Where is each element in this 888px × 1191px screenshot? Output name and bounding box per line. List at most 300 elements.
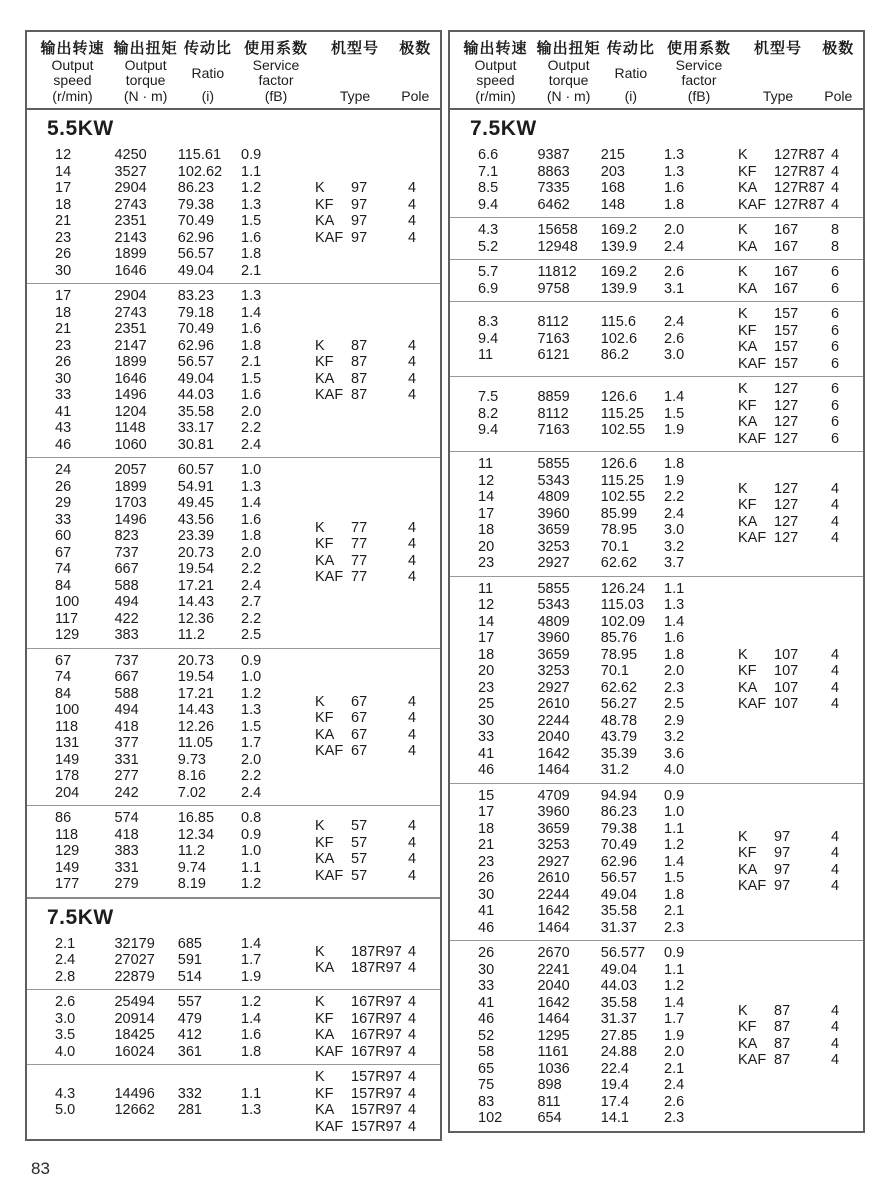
type-row — [712, 514, 863, 531]
header-en-line: factor — [258, 72, 294, 88]
type-row — [289, 1044, 440, 1061]
header-en-line: Service — [252, 57, 300, 73]
pole-value: 4 — [408, 1027, 417, 1043]
ratio-value: 102.6 — [600, 330, 638, 347]
ratio-value: 24.88 — [600, 1044, 638, 1060]
ratio-value: 169.2 — [600, 264, 638, 280]
spec-row — [27, 594, 289, 611]
type-prefix: KA — [315, 960, 335, 977]
type-model: 87 — [351, 370, 368, 387]
pole-value: 6 — [831, 381, 840, 397]
speed-value: 8.5 — [478, 180, 499, 196]
pole-value: 6 — [831, 339, 840, 355]
ratio-value: 79.38 — [600, 820, 638, 837]
type-list — [712, 306, 863, 372]
speed-value: 118 — [55, 718, 79, 735]
speed-value: 60 — [55, 528, 72, 544]
header-col-pole — [818, 37, 859, 104]
spec-row — [27, 843, 289, 860]
pole-value: 4 — [408, 354, 417, 370]
torque-value: 7163 — [537, 330, 570, 347]
type-row — [712, 1052, 863, 1069]
spec-row — [27, 495, 289, 512]
type-prefix: KAF — [315, 867, 344, 884]
type-row — [712, 663, 863, 680]
pole-value: 4 — [408, 851, 417, 868]
ratio-value: 70.1 — [600, 538, 629, 555]
ratio-value: 49.04 — [600, 961, 638, 978]
header-label-zh: 传动比 — [183, 40, 232, 57]
header-label-zh: 输出扭矩 — [536, 40, 601, 57]
spec-row — [450, 729, 712, 746]
type-model: 97 — [774, 845, 791, 862]
spec-table-header — [27, 32, 440, 110]
speed-value: 118 — [55, 826, 79, 843]
type-model: 167R97 — [351, 1027, 402, 1043]
pole-value: 4 — [408, 552, 417, 569]
service-factor-value: 2.4 — [664, 314, 685, 331]
ratio-value: 9.74 — [177, 859, 206, 876]
spec-rows — [450, 222, 712, 255]
pole-value: 4 — [831, 878, 840, 895]
speed-value: 84 — [55, 577, 72, 594]
ratio-value: 85.76 — [600, 630, 638, 646]
type-prefix: KA — [738, 513, 758, 530]
speed-value: 67 — [55, 652, 72, 669]
type-prefix: KF — [738, 497, 757, 514]
type-model: 57 — [351, 867, 368, 884]
speed-value: 17 — [478, 505, 495, 522]
ratio-value: 86.2 — [600, 347, 629, 364]
type-prefix: KA — [315, 1102, 335, 1118]
type-model: 167 — [774, 280, 799, 297]
spec-row — [450, 522, 712, 539]
service-factor-value: 2.9 — [664, 712, 685, 729]
type-row — [289, 387, 440, 404]
ratio-value: 19.4 — [600, 1077, 629, 1093]
speed-value: 18 — [478, 820, 495, 837]
ratio-value: 479 — [177, 1010, 202, 1027]
type-list — [289, 1069, 440, 1135]
torque-value: 5855 — [537, 456, 570, 472]
header-label-unit: Pole — [401, 88, 430, 104]
ratio-value: 62.62 — [600, 679, 638, 696]
type-prefix: KA — [738, 1035, 758, 1052]
pole-value: 4 — [408, 1118, 417, 1135]
section-title: 7.5KW — [47, 905, 114, 929]
torque-value: 16024 — [114, 1043, 155, 1060]
service-factor-value: 1.4 — [241, 495, 262, 511]
service-factor-value: 2.1 — [241, 354, 262, 370]
torque-value: 4250 — [114, 147, 147, 163]
speed-value: 149 — [55, 751, 80, 768]
service-factor-value: 1.1 — [241, 859, 262, 876]
speed-value: 4.0 — [55, 1043, 76, 1060]
service-factor-value: 1.8 — [664, 196, 685, 213]
spec-row — [450, 630, 712, 647]
spec-row — [450, 1044, 712, 1061]
spec-row — [450, 506, 712, 523]
ratio-value: 70.49 — [177, 321, 215, 337]
spec-row — [27, 686, 289, 703]
service-factor-value: 4.0 — [664, 762, 685, 778]
ratio-value: 62.96 — [177, 229, 215, 246]
header-label-en — [614, 66, 647, 81]
spec-row — [27, 752, 289, 769]
speed-value: 6.9 — [478, 280, 499, 297]
type-row — [289, 851, 440, 868]
service-factor-value: 1.4 — [241, 304, 262, 321]
torque-value: 277 — [114, 768, 139, 784]
pole-value: 4 — [408, 519, 417, 536]
type-model: 127R87 — [774, 180, 825, 196]
header-label-unit: Type — [339, 88, 371, 104]
ratio-value: 56.57 — [177, 354, 215, 370]
service-factor-value: 1.8 — [241, 246, 262, 262]
ratio-value: 78.95 — [600, 646, 638, 663]
pole-value: 4 — [408, 743, 417, 760]
spec-rows — [27, 810, 289, 893]
type-row — [712, 431, 863, 448]
type-prefix: KF — [315, 1010, 334, 1027]
header-label-en — [191, 66, 224, 81]
service-factor-value: 1.4 — [241, 935, 262, 952]
type-model: 97 — [351, 196, 368, 213]
pole-value: 4 — [408, 834, 417, 851]
torque-value: 2743 — [114, 196, 147, 213]
torque-value: 737 — [114, 652, 139, 669]
type-list — [712, 1003, 863, 1069]
service-factor-value: 1.7 — [664, 1011, 685, 1027]
type-row — [712, 530, 863, 547]
pole-value: 4 — [408, 1069, 417, 1085]
service-factor-value: 2.5 — [664, 696, 685, 712]
header-en-line: Output — [547, 57, 590, 73]
type-row — [289, 868, 440, 885]
header-label-zh: 极数 — [822, 40, 855, 57]
service-factor-value: 1.2 — [664, 837, 685, 853]
service-factor-value: 2.2 — [241, 561, 262, 577]
spec-rows — [27, 653, 289, 802]
speed-value: 8.3 — [478, 314, 499, 331]
spec-rows — [27, 1086, 289, 1119]
service-factor-value: 1.7 — [241, 735, 262, 751]
type-row — [712, 497, 863, 514]
ratio-value: 8.19 — [177, 876, 206, 892]
service-factor-value: 3.7 — [664, 555, 685, 571]
ratio-value: 17.21 — [177, 577, 215, 594]
type-prefix: K — [738, 306, 748, 322]
torque-value: 2927 — [537, 853, 570, 870]
torque-value: 8863 — [537, 163, 570, 180]
type-prefix: KA — [738, 679, 758, 696]
type-prefix: KAF — [738, 1052, 767, 1069]
spec-row — [27, 561, 289, 578]
section-title: 5.5KW — [47, 117, 114, 140]
torque-value: 1464 — [537, 1011, 570, 1027]
speed-value: 84 — [55, 685, 72, 702]
type-model: 77 — [351, 519, 368, 536]
pole-value: 4 — [408, 867, 417, 884]
spec-row — [450, 647, 712, 664]
spec-row — [450, 456, 712, 473]
pole-value: 6 — [831, 430, 840, 447]
header-label-unit: (i) — [201, 88, 215, 104]
service-factor-value: 1.3 — [664, 147, 685, 163]
service-factor-value: 2.3 — [664, 1110, 685, 1126]
service-factor-value: 1.8 — [241, 337, 262, 354]
spec-row — [27, 180, 289, 197]
ratio-value: 56.57 — [600, 870, 638, 886]
ratio-value: 62.96 — [177, 337, 215, 354]
ratio-value: 102.55 — [600, 422, 646, 439]
section-title: 7.5KW — [470, 117, 537, 140]
spec-block — [27, 143, 440, 283]
type-row — [712, 680, 863, 697]
type-prefix: KF — [738, 845, 757, 862]
pole-value: 4 — [408, 1102, 417, 1118]
service-factor-value: 0.9 — [241, 147, 262, 163]
torque-value: 1464 — [537, 762, 570, 778]
speed-value: 23 — [55, 337, 72, 354]
ratio-value: 139.9 — [600, 238, 638, 255]
spec-row — [450, 920, 712, 937]
ratio-value: 83.23 — [177, 288, 215, 304]
type-prefix: KA — [315, 552, 335, 569]
ratio-value: 115.25 — [600, 472, 645, 489]
pole-value: 4 — [408, 994, 417, 1010]
speed-value: 18 — [55, 304, 72, 321]
spec-row — [450, 696, 712, 713]
type-row — [289, 694, 440, 711]
spec-row — [450, 788, 712, 805]
speed-value: 177 — [55, 876, 80, 892]
header-col-speed — [33, 37, 112, 104]
type-prefix: KF — [315, 536, 334, 553]
pole-value: 4 — [408, 196, 417, 213]
torque-value: 3253 — [537, 538, 570, 555]
type-prefix: KF — [315, 1085, 334, 1102]
torque-value: 14496 — [114, 1085, 155, 1102]
type-prefix: KAF — [738, 878, 767, 895]
header-label-zh: 使用系数 — [243, 40, 308, 57]
spec-block — [27, 989, 440, 1064]
ratio-value: 115.03 — [600, 597, 645, 613]
ratio-value: 102.55 — [600, 489, 646, 505]
ratio-value: 49.04 — [177, 370, 215, 387]
ratio-value: 168 — [600, 180, 625, 196]
spec-rows — [450, 147, 712, 213]
type-prefix: KF — [738, 1019, 757, 1036]
spec-row — [450, 597, 712, 614]
type-model: 67 — [351, 743, 368, 760]
torque-value: 2904 — [114, 288, 147, 304]
type-row — [289, 1069, 440, 1086]
type-model: 97 — [351, 180, 368, 196]
service-factor-value: 3.2 — [664, 538, 685, 555]
spec-row — [450, 331, 712, 348]
type-model: 167R97 — [351, 994, 402, 1010]
torque-value: 3659 — [537, 646, 570, 663]
service-factor-value: 2.1 — [241, 262, 262, 279]
type-prefix: KAF — [738, 430, 767, 447]
speed-value: 131 — [55, 735, 80, 751]
type-prefix: K — [738, 381, 748, 397]
type-model: 187R97 — [351, 960, 402, 977]
type-model: 87 — [774, 1019, 791, 1036]
header-label-unit: Pole — [824, 88, 853, 104]
type-row — [289, 180, 440, 197]
speed-value: 46 — [478, 762, 495, 778]
type-row — [712, 414, 863, 431]
service-factor-value: 1.3 — [241, 478, 262, 495]
type-model: 57 — [351, 851, 368, 868]
header-label-zh: 输出转速 — [463, 40, 528, 57]
service-factor-value: 1.1 — [241, 1085, 262, 1102]
type-prefix: K — [315, 180, 325, 196]
type-row — [289, 536, 440, 553]
torque-value: 22879 — [114, 968, 155, 985]
type-prefix: KA — [315, 1027, 335, 1043]
type-row — [712, 1019, 863, 1036]
torque-value: 3960 — [537, 630, 570, 646]
spec-row — [27, 147, 289, 164]
service-factor-value: 2.3 — [664, 679, 685, 696]
service-factor-value: 1.6 — [241, 387, 262, 403]
header-col-type — [739, 37, 818, 104]
ratio-value: 23.39 — [177, 528, 215, 544]
type-prefix: K — [738, 646, 748, 663]
spec-row — [450, 903, 712, 920]
type-prefix: KAF — [315, 387, 344, 403]
spec-row — [450, 1110, 712, 1127]
torque-value: 898 — [537, 1077, 562, 1093]
type-row — [289, 944, 440, 961]
speed-value: 5.2 — [478, 238, 499, 255]
type-model: 67 — [351, 710, 368, 727]
spec-row — [450, 854, 712, 871]
service-factor-value: 3.6 — [664, 745, 685, 762]
service-factor-value: 1.4 — [664, 613, 685, 630]
type-prefix: KF — [738, 397, 757, 414]
speed-value: 2.1 — [55, 935, 76, 952]
ratio-value: 62.96 — [600, 853, 638, 870]
spec-block — [450, 143, 863, 217]
service-factor-value: 1.3 — [241, 1102, 262, 1118]
service-factor-value: 1.2 — [241, 994, 262, 1010]
ratio-value: 49.04 — [600, 886, 638, 903]
speed-value: 74 — [55, 561, 72, 577]
service-factor-value: 2.0 — [241, 403, 262, 420]
service-factor-value: 1.5 — [241, 370, 262, 387]
type-prefix: K — [315, 1069, 325, 1085]
spec-row — [450, 1011, 712, 1028]
type-model: 107 — [774, 646, 799, 663]
torque-value: 2147 — [114, 337, 147, 354]
type-model: 67 — [351, 726, 368, 743]
torque-value: 1060 — [114, 436, 147, 453]
torque-value: 5343 — [537, 597, 570, 613]
type-model: 127R87 — [774, 163, 825, 180]
ratio-value: 70.49 — [177, 213, 215, 229]
torque-value: 4809 — [537, 613, 570, 630]
ratio-value: 115.61 — [177, 147, 222, 163]
ratio-value: 94.94 — [600, 787, 638, 804]
spec-row — [450, 314, 712, 331]
type-model: 157 — [774, 355, 799, 372]
speed-value: 3.0 — [55, 1010, 76, 1027]
speed-value: 178 — [55, 768, 80, 784]
spec-row — [27, 936, 289, 953]
spec-row — [450, 962, 712, 979]
service-factor-value: 1.9 — [664, 472, 685, 489]
torque-value: 242 — [114, 784, 139, 801]
speed-value: 20 — [478, 538, 495, 555]
torque-value: 494 — [114, 594, 139, 610]
speed-value: 11 — [478, 580, 494, 597]
torque-value: 811 — [537, 1093, 561, 1110]
service-factor-value: 1.4 — [241, 1010, 262, 1027]
power-section — [450, 110, 863, 1131]
service-factor-value: 1.8 — [664, 886, 685, 903]
ratio-value: 31.37 — [600, 1011, 638, 1027]
spec-row — [27, 404, 289, 421]
service-factor-value: 1.6 — [241, 229, 262, 246]
ratio-value: 281 — [177, 1102, 202, 1118]
header-en-line: Output — [51, 57, 94, 73]
type-model: 97 — [774, 861, 791, 878]
type-row — [289, 1027, 440, 1044]
pole-value: 8 — [831, 222, 840, 238]
service-factor-value: 2.0 — [664, 663, 685, 679]
spec-row — [450, 239, 712, 256]
spec-row — [27, 1027, 289, 1044]
service-factor-value: 2.0 — [241, 751, 262, 768]
type-model: 87 — [351, 354, 368, 370]
type-prefix: K — [738, 147, 748, 163]
ratio-value: 31.2 — [600, 762, 629, 778]
torque-value: 2610 — [537, 870, 570, 886]
torque-value: 588 — [114, 685, 139, 702]
type-row — [712, 197, 863, 214]
service-factor-value: 1.2 — [241, 876, 262, 892]
header-col-torque — [112, 37, 179, 104]
torque-value: 8112 — [537, 405, 569, 422]
speed-value: 2.4 — [55, 952, 76, 968]
header-label-unit: (N · m) — [546, 88, 591, 104]
ratio-value: 332 — [177, 1085, 202, 1102]
service-factor-value: 0.9 — [664, 787, 685, 804]
speed-value: 6.6 — [478, 147, 499, 163]
type-prefix: KAF — [738, 355, 767, 372]
pole-value: 4 — [408, 960, 417, 977]
header-en-line: Output — [124, 57, 167, 73]
service-factor-value: 1.8 — [664, 646, 685, 663]
torque-value: 2904 — [114, 180, 147, 196]
speed-value: 33 — [478, 729, 495, 745]
spec-row — [450, 663, 712, 680]
ratio-value: 12.36 — [177, 610, 215, 627]
pole-value: 4 — [408, 569, 417, 586]
spec-row — [27, 719, 289, 736]
ratio-value: 16.85 — [177, 810, 215, 826]
torque-value: 418 — [114, 718, 139, 735]
spec-block — [27, 932, 440, 990]
type-model: 167R97 — [351, 1043, 402, 1060]
spec-table-header — [450, 32, 863, 110]
ratio-value: 60.57 — [177, 462, 215, 478]
speed-value: 26 — [478, 870, 495, 886]
